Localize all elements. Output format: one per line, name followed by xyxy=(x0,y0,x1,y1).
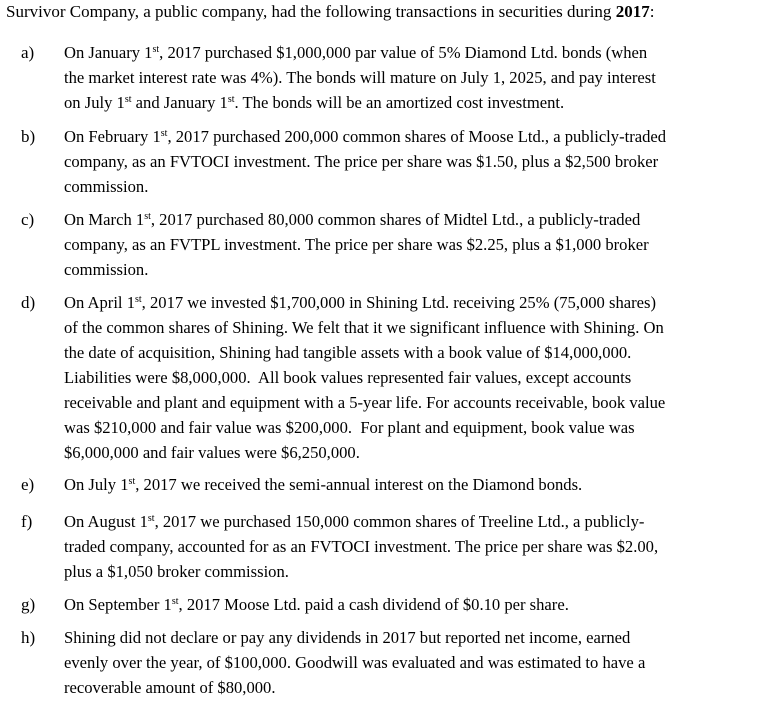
text-segment: evenly over the year, of $100,000. Goodwill was evaluated and was estimated to have a xyxy=(64,653,646,672)
text-line xyxy=(64,124,758,149)
text-segment: , 2017 Moose Ltd. paid a cash dividend of $0.10 per share. xyxy=(178,595,569,614)
ordinal-superscript: st xyxy=(124,94,132,105)
text-line xyxy=(64,290,758,315)
text-line xyxy=(64,174,758,199)
item-letter: c) xyxy=(21,210,35,229)
text-line xyxy=(64,340,758,365)
text-segment: On July 1 xyxy=(64,475,129,494)
item-letter: g) xyxy=(21,595,36,614)
text-segment: , 2017 we received the semi-annual interest on the Diamond bonds. xyxy=(135,475,583,494)
intro-paragraph xyxy=(6,1,654,23)
text-segment: , 2017 we purchased 150,000 common shares of Treeline Ltd., a publicly- xyxy=(154,512,645,531)
text-line xyxy=(64,149,758,174)
text-line xyxy=(64,390,758,415)
item-text xyxy=(64,592,758,617)
text-segment: company, as an FVTOCI investment. The price per share was $1.50, plus a $2,500 broker xyxy=(64,152,659,171)
item-text xyxy=(64,290,758,465)
text-line xyxy=(64,232,758,257)
item-text xyxy=(64,472,758,497)
text-segment: On April 1 xyxy=(64,293,135,312)
text-line xyxy=(64,650,758,675)
text-line xyxy=(64,559,758,584)
text-segment: $6,000,000 and fair values were $6,250,000. xyxy=(64,443,360,462)
text-line xyxy=(64,315,758,340)
text-segment: commission. xyxy=(64,260,149,279)
ordinal-superscript: st xyxy=(144,211,151,222)
text-line xyxy=(64,592,758,617)
item-letter: d) xyxy=(21,293,36,312)
text-segment: , 2017 purchased 200,000 common shares of Moose Ltd., a publicly-traded xyxy=(167,127,667,146)
text-segment: recoverable amount of $80,000. xyxy=(64,678,276,697)
text-line xyxy=(64,472,758,497)
item-letter: e) xyxy=(21,475,35,494)
ordinal-superscript: st xyxy=(128,476,136,487)
item-letter: h) xyxy=(21,628,36,647)
intro-prefix: Survivor Company, a public company, had the following transactions in securities during xyxy=(6,2,616,21)
text-segment: Shining did not declare or pay any dividends in 2017 but reported net income, earned xyxy=(64,628,631,647)
text-line xyxy=(64,207,758,232)
text-segment: On January 1 xyxy=(64,43,153,62)
ordinal-superscript: st xyxy=(135,294,142,305)
intro-year: 2017 xyxy=(615,2,650,21)
ordinal-superscript: st xyxy=(227,94,235,105)
text-line xyxy=(64,415,758,440)
text-line xyxy=(64,257,758,282)
item-text xyxy=(64,124,758,199)
text-line xyxy=(64,509,758,534)
text-segment: the market interest rate was 4%). The bonds will mature on July 1, 2025, and pay interest xyxy=(64,68,656,87)
text-segment: On March 1 xyxy=(64,210,145,229)
item-text xyxy=(64,207,758,282)
item-letter: a) xyxy=(21,43,35,62)
intro-suffix: : xyxy=(649,2,655,21)
ordinal-superscript: st xyxy=(171,596,179,607)
ordinal-superscript: st xyxy=(152,44,160,55)
ordinal-superscript: st xyxy=(147,513,155,524)
text-segment: On August 1 xyxy=(64,512,148,531)
text-segment: Liabilities were $8,000,000. All book values represented fair values, except accounts xyxy=(64,368,632,387)
text-segment: was $210,000 and fair value was $200,000. For plant and equipment, book value was xyxy=(64,418,635,437)
text-segment: and January 1 xyxy=(131,93,228,112)
item-letter: f) xyxy=(21,512,33,531)
text-line xyxy=(64,625,758,650)
ordinal-superscript: st xyxy=(160,128,168,139)
text-segment: , 2017 we invested $1,700,000 in Shining Ltd. receiving 25% (75,000 shares) xyxy=(141,293,656,312)
text-line xyxy=(64,65,758,90)
text-line xyxy=(64,675,758,700)
text-segment: the date of acquisition, Shining had tangible assets with a book value of $14,000,000. xyxy=(64,343,632,362)
text-segment: company, as an FVTPL investment. The price per share was $2.25, plus a $1,000 broker xyxy=(64,235,649,254)
text-line xyxy=(64,40,758,65)
text-segment: receivable and plant and equipment with a 5-year life. For accounts receivable, book value xyxy=(64,393,666,412)
text-segment: on July 1 xyxy=(64,93,125,112)
text-line xyxy=(64,440,758,465)
item-text xyxy=(64,40,758,115)
text-line xyxy=(64,365,758,390)
text-line xyxy=(64,90,758,115)
text-segment: traded company, accounted for as an FVTOCI investment. The price per share was $2.00, xyxy=(64,537,659,556)
item-letter: b) xyxy=(21,127,36,146)
item-text xyxy=(64,509,758,584)
text-segment: On February 1 xyxy=(64,127,161,146)
text-segment: , 2017 purchased $1,000,000 par value of 5% Diamond Ltd. bonds (when xyxy=(159,43,648,62)
text-segment: On September 1 xyxy=(64,595,172,614)
item-text xyxy=(64,625,758,700)
text-line xyxy=(64,534,758,559)
text-segment: commission. xyxy=(64,177,149,196)
text-segment: , 2017 purchased 80,000 common shares of Midtel Ltd., a publicly-traded xyxy=(150,210,641,229)
text-segment: of the common shares of Shining. We felt that it we significant influence with Shining. On xyxy=(64,318,664,337)
text-segment: . The bonds will be an amortized cost investment. xyxy=(234,93,565,112)
text-segment: plus a $1,050 broker commission. xyxy=(64,562,289,581)
